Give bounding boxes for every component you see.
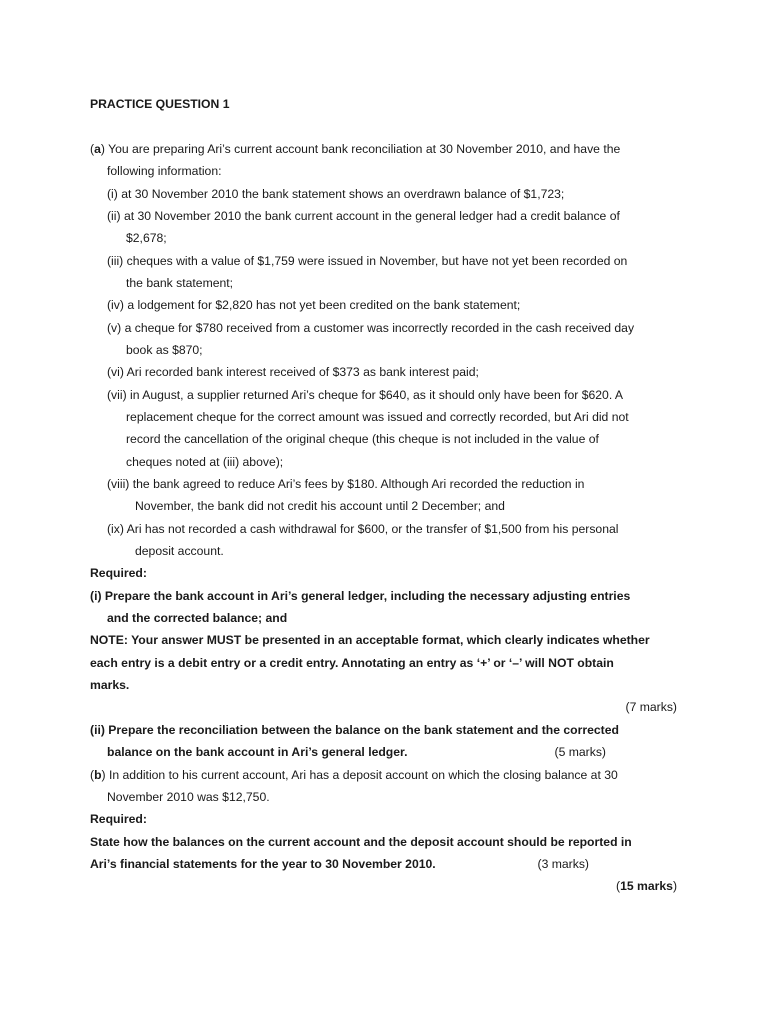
item-viii-cont: November, the bank did not credit his account until 2 December; and xyxy=(135,499,505,513)
marks-b: (3 marks) xyxy=(537,857,589,871)
item-v-cont: book as $870; xyxy=(126,343,203,357)
item-vii-cont-1: replacement cheque for the correct amount was issued and correctly recorded, but Ari did not xyxy=(126,410,629,424)
question-title: PRACTICE QUESTION 1 xyxy=(90,97,230,111)
req-ii-line-1: (ii) Prepare the reconciliation between the balance on the bank statement and the corrected xyxy=(90,723,619,737)
part-b-line-2: November 2010 was $12,750. xyxy=(107,790,270,804)
item-iii-cont: the bank statement; xyxy=(126,276,234,290)
item-iii: (iii) cheques with a value of $1,759 were issued in November, but have not yet been recorded on xyxy=(107,254,628,268)
required-label-a: Required: xyxy=(90,566,147,580)
req-i-line-1: (i) Prepare the bank account in Ari’s general ledger, including the necessary adjusting entries xyxy=(90,589,631,603)
item-ix-cont: deposit account. xyxy=(135,544,224,558)
item-vii-cont-3: cheques noted at (iii) above); xyxy=(126,455,284,469)
item-i: (i) at 30 November 2010 the bank statement shows an overdrawn balance of $1,723; xyxy=(107,187,565,201)
part-a-intro-line-2: following information: xyxy=(107,164,222,178)
note-line-1: NOTE: Your answer MUST be presented in an acceptable format, which clearly indicates whether xyxy=(90,633,650,647)
part-a-label: a xyxy=(94,142,101,156)
total-marks: (15 marks) xyxy=(616,879,677,893)
item-vii-cont-2: record the cancellation of the original cheque (this cheque is not included in the value of xyxy=(126,432,599,446)
marks-ii: (5 marks) xyxy=(554,745,606,759)
item-vi: (vi) Ari recorded bank interest received of $373 as bank interest paid; xyxy=(107,365,479,379)
part-b-line-1: (b) In addition to his current account, Ari has a deposit account on which the closing balance at 30 xyxy=(90,768,618,782)
req-ii-line-2: balance on the bank account in Ari’s general ledger. (5 marks) xyxy=(107,745,606,759)
part-b-req-line-1: State how the balances on the current account and the deposit account should be reported in xyxy=(90,835,632,849)
item-iv: (iv) a lodgement for $2,820 has not yet been credited on the bank statement; xyxy=(107,298,521,312)
item-vii: (vii) in August, a supplier returned Ari’s cheque for $640, as it should only have been for $620. A xyxy=(107,388,624,402)
item-ii-cont: $2,678; xyxy=(126,231,167,245)
note-line-2: each entry is a debit entry or a credit entry. Annotating an entry as ‘+’ or ‘–’ will NOT obtain xyxy=(90,656,614,670)
note-line-3: marks. xyxy=(90,678,130,692)
item-ii: (ii) at 30 November 2010 the bank current account in the general ledger had a credit balance of xyxy=(107,209,620,223)
item-viii: (viii) the bank agreed to reduce Ari’s fees by $180. Although Ari recorded the reduction in xyxy=(107,477,585,491)
part-b-req-line-2: Ari’s financial statements for the year to 30 November 2010. (3 marks) xyxy=(90,857,589,871)
required-label-b: Required: xyxy=(90,812,147,826)
marks-i: (7 marks) xyxy=(625,700,677,714)
req-i-line-2: and the corrected balance; and xyxy=(107,611,288,625)
part-a-intro-line-1: (a) You are preparing Ari’s current account bank reconciliation at 30 November 2010, and have the xyxy=(90,142,621,156)
item-v: (v) a cheque for $780 received from a customer was incorrectly recorded in the cash received day xyxy=(107,321,635,335)
part-b-label: b xyxy=(94,768,102,782)
item-ix: (ix) Ari has not recorded a cash withdrawal for $600, or the transfer of $1,500 from his personal xyxy=(107,522,619,536)
